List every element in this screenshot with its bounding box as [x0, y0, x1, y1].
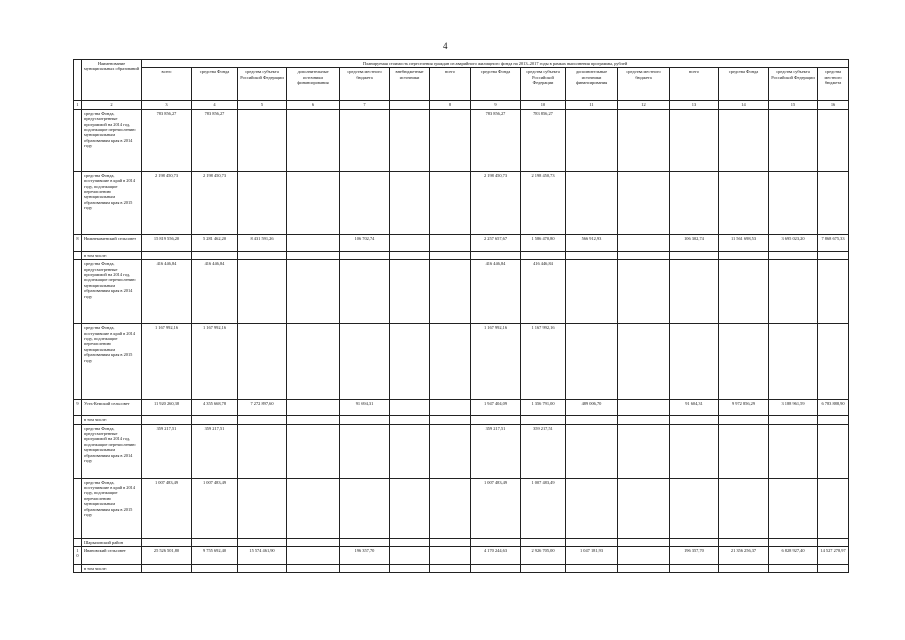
value-cell: 416 446,84 [471, 260, 521, 324]
row-number [74, 260, 82, 324]
value-cell: 7 868 675,33 [818, 234, 849, 251]
value-cell [471, 251, 521, 259]
row-name: средства Фонда, предусмотренные программой на 2014 год, подлежащие перечислению муниципальным образованиям края в 2014 году [82, 109, 142, 171]
column-number: 7 [340, 101, 390, 109]
value-cell [566, 416, 618, 424]
value-cell [430, 234, 471, 251]
value-cell: 3 695 023,20 [769, 234, 818, 251]
value-cell [566, 324, 618, 400]
value-cell [390, 234, 430, 251]
column-number: 5 [238, 101, 287, 109]
value-cell [390, 251, 430, 259]
value-cell [340, 416, 390, 424]
value-cell: 4 355 668,78 [192, 400, 238, 416]
value-cell [818, 109, 849, 171]
value-cell [719, 478, 769, 538]
value-cell [769, 565, 818, 573]
table-row [74, 251, 849, 259]
value-cell: 3 188 961,59 [769, 400, 818, 416]
value-cell [430, 565, 471, 573]
value-cell: 11 920 260,38 [142, 400, 192, 416]
row-number [74, 565, 82, 573]
header-name-cell: Наименование муниципальных образований [82, 60, 142, 101]
value-cell: 9 972 856,29 [719, 400, 769, 416]
column-number: 13 [670, 101, 719, 109]
value-cell: 1 047 181,93 [566, 547, 618, 565]
value-cell [390, 538, 430, 546]
value-cell: 2 198 450,73 [521, 171, 566, 234]
value-cell: 2 926 705,00 [521, 547, 566, 565]
value-cell [471, 416, 521, 424]
value-cell [566, 478, 618, 538]
value-cell: 21 356 256,37 [719, 547, 769, 565]
value-cell [390, 400, 430, 416]
value-cell [238, 260, 287, 324]
value-cell [471, 538, 521, 546]
value-cell [670, 538, 719, 546]
value-cell [142, 416, 192, 424]
row-name: Нижнекаменский сельсовет [82, 234, 142, 251]
value-cell [566, 171, 618, 234]
value-cell: 783 856,27 [192, 109, 238, 171]
value-cell [719, 260, 769, 324]
header-index-cell [74, 60, 82, 101]
row-name: Шарыповский район [82, 538, 142, 546]
header-number-row [74, 101, 849, 109]
row-name: средства Фонда, предусмотренные программой на 2014 год, подлежащие перечислению муниципальным образованиям края в 2014 году [82, 424, 142, 478]
value-cell [618, 251, 670, 259]
column-number: 6 [287, 101, 340, 109]
value-cell [340, 260, 390, 324]
value-cell [430, 547, 471, 565]
value-cell [430, 260, 471, 324]
value-cell: 359 217,51 [192, 424, 238, 478]
value-cell: 359 217,51 [142, 424, 192, 478]
value-cell [618, 416, 670, 424]
column-number: 4 [192, 101, 238, 109]
value-cell [287, 565, 340, 573]
value-cell [340, 109, 390, 171]
value-cell [818, 424, 849, 478]
row-name: средства Фонда, поступившие в край в 2014 году, подлежащие перечислению муниципальным образованиям края в 2015 году [82, 171, 142, 234]
row-name: средства Фонда, поступившие в край в 2014 году, подлежащие перечислению муниципальным образованиям края в 2015 году [82, 478, 142, 538]
value-cell [390, 171, 430, 234]
table-row [74, 109, 849, 171]
column-header: средства субъекта Российской Федерации [238, 68, 287, 101]
column-number: 10 [521, 101, 566, 109]
value-cell: 416 446,84 [142, 260, 192, 324]
value-cell [566, 538, 618, 546]
value-cell: 9 755 692,40 [192, 547, 238, 565]
row-name: Ивановский сельсовет [82, 547, 142, 565]
value-cell [670, 251, 719, 259]
value-cell [430, 424, 471, 478]
value-cell [566, 565, 618, 573]
value-cell [390, 565, 430, 573]
column-header: средства местного бюджета [618, 68, 670, 101]
value-cell [618, 171, 670, 234]
value-cell [719, 424, 769, 478]
value-cell [340, 171, 390, 234]
value-cell [719, 171, 769, 234]
value-cell: 2 198 450,73 [471, 171, 521, 234]
value-cell [719, 324, 769, 400]
value-cell: 783 856,27 [521, 109, 566, 171]
value-cell [287, 547, 340, 565]
value-cell [618, 234, 670, 251]
column-header: средства местного бюджета [340, 68, 390, 101]
column-header: средства Фонда [192, 68, 238, 101]
value-cell: 416 446,84 [521, 260, 566, 324]
value-cell [430, 171, 471, 234]
value-cell [719, 109, 769, 171]
value-cell: 2 198 450,73 [192, 171, 238, 234]
value-cell [566, 260, 618, 324]
value-cell [769, 109, 818, 171]
value-cell: 1 586 470,80 [521, 234, 566, 251]
value-cell [818, 324, 849, 400]
value-cell [769, 171, 818, 234]
value-cell [238, 538, 287, 546]
value-cell [521, 251, 566, 259]
value-cell: 359 217,51 [521, 424, 566, 478]
value-cell [769, 324, 818, 400]
value-cell [340, 538, 390, 546]
value-cell [618, 424, 670, 478]
value-cell [566, 424, 618, 478]
column-number: 8 [430, 101, 471, 109]
value-cell [430, 109, 471, 171]
value-cell [390, 416, 430, 424]
value-cell [340, 478, 390, 538]
value-cell [618, 547, 670, 565]
row-name: Усть-Кемский сельсовет [82, 400, 142, 416]
value-cell [390, 478, 430, 538]
value-cell [719, 538, 769, 546]
row-name: в том числе: [82, 416, 142, 424]
value-cell: 91 694,31 [340, 400, 390, 416]
value-cell [192, 565, 238, 573]
value-cell [340, 324, 390, 400]
value-cell: 106 702,74 [340, 234, 390, 251]
value-cell [287, 260, 340, 324]
value-cell [287, 234, 340, 251]
table-row [74, 547, 849, 565]
value-cell: 196 357,70 [340, 547, 390, 565]
value-cell: 6 783 888,90 [818, 400, 849, 416]
column-number: 12 [618, 101, 670, 109]
value-cell [769, 251, 818, 259]
value-cell [287, 416, 340, 424]
value-cell [390, 324, 430, 400]
value-cell: 7 272 897,60 [238, 400, 287, 416]
value-cell [390, 547, 430, 565]
value-cell [670, 324, 719, 400]
value-cell: 25 526 501,80 [142, 547, 192, 565]
value-cell: 416 446,84 [192, 260, 238, 324]
value-cell: 5 281 462,20 [192, 234, 238, 251]
table-row [74, 416, 849, 424]
row-number: 8 [74, 234, 82, 251]
value-cell [390, 260, 430, 324]
value-cell: 1 007 483,49 [521, 478, 566, 538]
value-cell [769, 416, 818, 424]
value-cell [818, 416, 849, 424]
value-cell [430, 324, 471, 400]
value-cell: 2 198 450,73 [142, 171, 192, 234]
value-cell [521, 416, 566, 424]
column-header: дополнительные источники финансирования [566, 68, 618, 101]
value-cell: 566 912,93 [566, 234, 618, 251]
cost-table [73, 59, 849, 573]
value-cell [430, 416, 471, 424]
column-number: 1 [74, 101, 82, 109]
value-cell [618, 400, 670, 416]
value-cell [618, 324, 670, 400]
value-cell [142, 565, 192, 573]
row-number [74, 251, 82, 259]
value-cell [238, 416, 287, 424]
value-cell [192, 251, 238, 259]
table-row [74, 565, 849, 573]
table-row [74, 260, 849, 324]
value-cell: 1 356 791,00 [521, 400, 566, 416]
header-planned-title: Планируемая стоимость переселения граждан из аварийного жилищного фонда на 2013–2017 годы в рамках выполнения программы, рублей [142, 60, 849, 68]
table-row [74, 171, 849, 234]
value-cell [566, 109, 618, 171]
value-cell: 783 856,27 [142, 109, 192, 171]
value-cell [340, 565, 390, 573]
header-row-2 [74, 68, 849, 101]
value-cell [670, 424, 719, 478]
value-cell: 783 856,27 [471, 109, 521, 171]
value-cell: 8 431 591,26 [238, 234, 287, 251]
value-cell [566, 251, 618, 259]
row-number [74, 478, 82, 538]
value-cell [719, 416, 769, 424]
value-cell: 1 167 992,16 [521, 324, 566, 400]
value-cell: 91 604,31 [670, 400, 719, 416]
value-cell [670, 171, 719, 234]
column-header: средства Фонда [719, 68, 769, 101]
column-header: внебюджетные источники [390, 68, 430, 101]
value-cell [818, 565, 849, 573]
table-row [74, 234, 849, 251]
column-header: всего [670, 68, 719, 101]
row-number: 10 [74, 547, 82, 565]
value-cell [670, 416, 719, 424]
column-number: 16 [818, 101, 849, 109]
value-cell [618, 109, 670, 171]
value-cell: 359 217,51 [471, 424, 521, 478]
value-cell [670, 260, 719, 324]
value-cell: 1 167 992,16 [192, 324, 238, 400]
column-number: 9 [471, 101, 521, 109]
value-cell [719, 565, 769, 573]
value-cell [618, 260, 670, 324]
column-header: всего [430, 68, 471, 101]
value-cell: 6 828 927,40 [769, 547, 818, 565]
value-cell [818, 251, 849, 259]
value-cell [340, 424, 390, 478]
table-row [74, 478, 849, 538]
value-cell [769, 424, 818, 478]
value-cell [618, 538, 670, 546]
value-cell [287, 109, 340, 171]
value-cell [769, 260, 818, 324]
row-number [74, 424, 82, 478]
value-cell [287, 171, 340, 234]
value-cell [471, 565, 521, 573]
value-cell [238, 324, 287, 400]
value-cell [238, 565, 287, 573]
value-cell [818, 478, 849, 538]
value-cell: 14 527 278,97 [818, 547, 849, 565]
value-cell [670, 109, 719, 171]
value-cell: 15 574 461,90 [238, 547, 287, 565]
value-cell [287, 538, 340, 546]
value-cell [719, 251, 769, 259]
column-number [390, 101, 430, 109]
column-header: средства Фонда [471, 68, 521, 101]
page-number: 4 [443, 41, 448, 51]
value-cell [818, 171, 849, 234]
value-cell [670, 478, 719, 538]
value-cell: 196 357,70 [670, 547, 719, 565]
value-cell [521, 565, 566, 573]
value-cell: 1 167 992,16 [142, 324, 192, 400]
value-cell: 1 007 483,49 [471, 478, 521, 538]
value-cell: 1 947 404,09 [471, 400, 521, 416]
value-cell [192, 416, 238, 424]
column-header: всего [142, 68, 192, 101]
value-cell [142, 251, 192, 259]
column-number: 15 [769, 101, 818, 109]
row-name: средства Фонда, предусмотренные программой на 2014 год, подлежащие перечислению муниципальным образованиям края в 2014 году [82, 260, 142, 324]
value-cell [618, 478, 670, 538]
column-number: 2 [82, 101, 142, 109]
value-cell [818, 538, 849, 546]
value-cell [142, 538, 192, 546]
value-cell [390, 109, 430, 171]
value-cell: 1 007 483,49 [192, 478, 238, 538]
column-header: средства субъекта Российской Федерации [769, 68, 818, 101]
value-cell [769, 538, 818, 546]
value-cell [769, 478, 818, 538]
value-cell [287, 324, 340, 400]
value-cell [430, 400, 471, 416]
column-number: 11 [566, 101, 618, 109]
value-cell [521, 538, 566, 546]
row-number: 9 [74, 400, 82, 416]
row-number [74, 109, 82, 171]
column-header: средства субъекта Российской Федерации [521, 68, 566, 101]
value-cell [430, 251, 471, 259]
value-cell [192, 538, 238, 546]
row-name: в том числе: [82, 565, 142, 573]
value-cell: 15 819 556,20 [142, 234, 192, 251]
column-header: средства местного бюджета [818, 68, 849, 101]
row-name: средства Фонда, поступившие в край в 2014 году, подлежащие перечислению муниципальным образованиям края в 2015 году [82, 324, 142, 400]
value-cell [287, 251, 340, 259]
table-row [74, 424, 849, 478]
table-row [74, 324, 849, 400]
value-cell [238, 171, 287, 234]
value-cell [238, 424, 287, 478]
value-cell [818, 260, 849, 324]
value-cell [287, 400, 340, 416]
table-row [74, 538, 849, 546]
row-number [74, 171, 82, 234]
value-cell [430, 538, 471, 546]
row-name: в том числе: [82, 251, 142, 259]
header-row-1 [74, 60, 849, 68]
value-cell: 11 561 698,53 [719, 234, 769, 251]
value-cell [340, 251, 390, 259]
row-number [74, 324, 82, 400]
value-cell [430, 478, 471, 538]
value-cell: 489 006,70 [566, 400, 618, 416]
value-cell [238, 251, 287, 259]
value-cell [238, 109, 287, 171]
column-number: 14 [719, 101, 769, 109]
row-number [74, 416, 82, 424]
value-cell [287, 478, 340, 538]
value-cell [390, 424, 430, 478]
value-cell: 1 007 483,49 [142, 478, 192, 538]
value-cell: 106 302,74 [670, 234, 719, 251]
value-cell [670, 565, 719, 573]
value-cell [287, 424, 340, 478]
value-cell: 2 257 657,67 [471, 234, 521, 251]
table-row [74, 400, 849, 416]
column-header: дополнительные источники финансирования [287, 68, 340, 101]
column-number: 3 [142, 101, 192, 109]
value-cell [618, 565, 670, 573]
value-cell: 4 170 244,63 [471, 547, 521, 565]
value-cell: 1 167 992,16 [471, 324, 521, 400]
value-cell [238, 478, 287, 538]
row-number [74, 538, 82, 546]
